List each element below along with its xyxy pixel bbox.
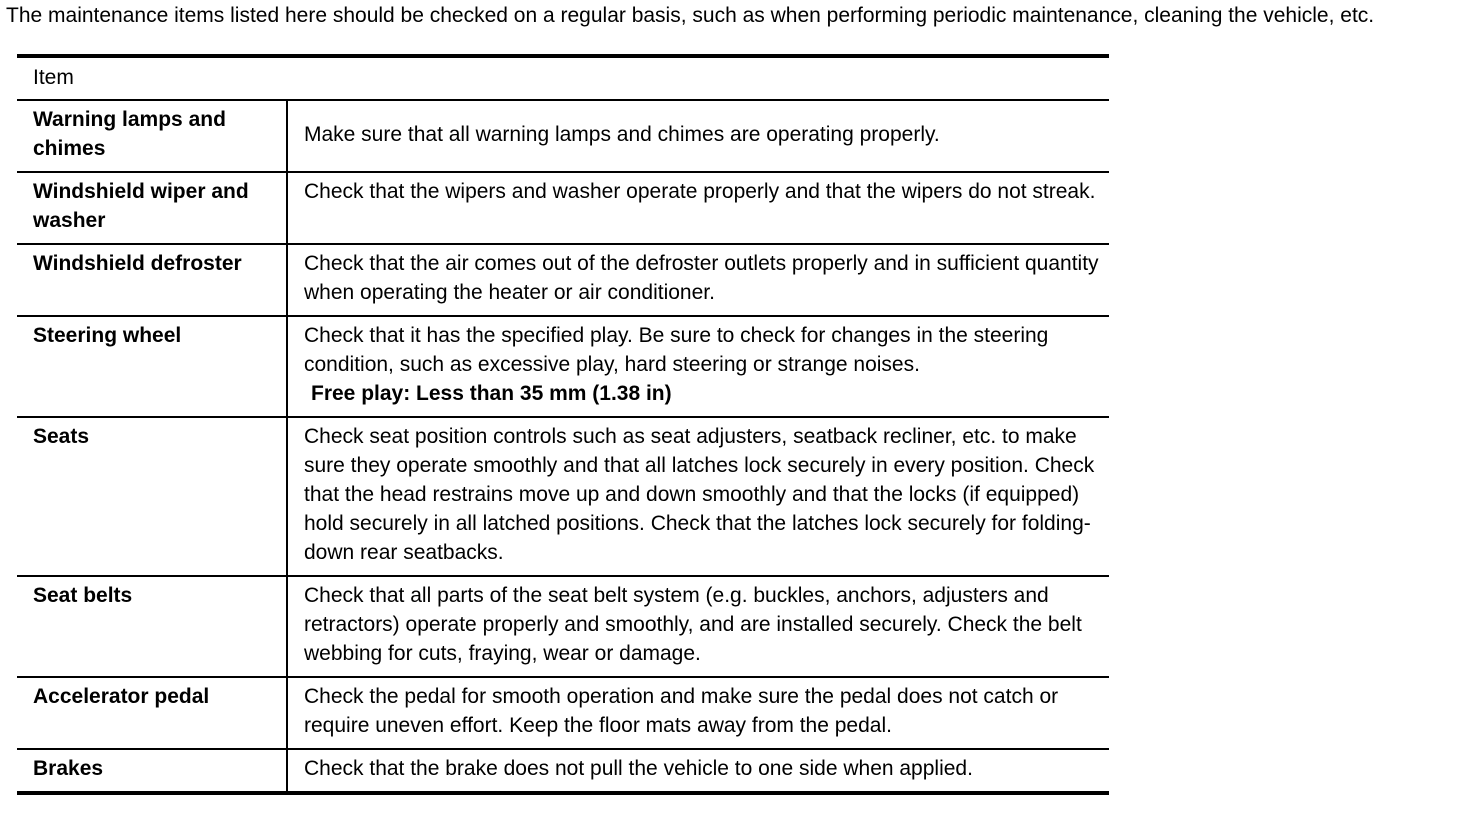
item-name: Windshield wiper and washer — [17, 172, 287, 244]
table-row — [17, 172, 1109, 244]
table-row — [17, 749, 1109, 793]
intro-paragraph: The maintenance items listed here should be checked on a regular basis, such as when performing periodic maintenance, cleaning the vehicle, etc. — [6, 4, 1375, 27]
item-name: Steering wheel — [17, 316, 287, 417]
table-row — [17, 417, 1109, 576]
table-row — [17, 677, 1109, 749]
table-row — [17, 244, 1109, 316]
item-description: Check seat position controls such as seat adjusters, seatback recliner, etc. to make sure they operate smoothly and that all latches lock securely in every position. Check that the head restrains move up and down smoothly and that the locks (if equipped) hold securely in all latched positions. Check that the latches lock securely for folding-down rear seatbacks. — [287, 417, 1109, 576]
item-name: Seat belts — [17, 576, 287, 677]
item-description-cell — [287, 316, 1109, 417]
item-name: Seats — [17, 417, 287, 576]
table-row — [17, 576, 1109, 677]
maintenance-table — [17, 54, 1109, 795]
item-description: Check that all parts of the seat belt system (e.g. buckles, anchors, adjusters and retractors) operate properly and smoothly, and are installed securely. Check the belt webbing for cuts, fraying, wear or damage. — [287, 576, 1109, 677]
item-description: Make sure that all warning lamps and chimes are operating properly. — [287, 100, 1109, 172]
item-description: Check that the brake does not pull the vehicle to one side when applied. — [287, 749, 1109, 793]
table-row — [17, 100, 1109, 172]
item-name: Accelerator pedal — [17, 677, 287, 749]
free-play-spec: Free play: Less than 35 mm (1.38 in) — [311, 382, 672, 405]
item-name: Windshield defroster — [17, 244, 287, 316]
item-description: Check that the wipers and washer operate properly and that the wipers do not streak. — [287, 172, 1109, 244]
item-description: Check that it has the specified play. Be sure to check for changes in the steering condition, such as excessive play, hard steering or strange noises. — [304, 324, 1049, 376]
item-name: Warning lamps and chimes — [17, 100, 287, 172]
column-header-item: Item — [17, 56, 1109, 100]
item-description: Check the pedal for smooth operation and make sure the pedal does not catch or require uneven effort. Keep the floor mats away from the pedal. — [287, 677, 1109, 749]
item-name: Brakes — [17, 749, 287, 793]
item-description: Check that the air comes out of the defroster outlets properly and in sufficient quantity when operating the heater or air conditioner. — [287, 244, 1109, 316]
table-header-row — [17, 56, 1109, 100]
table-row — [17, 316, 1109, 417]
